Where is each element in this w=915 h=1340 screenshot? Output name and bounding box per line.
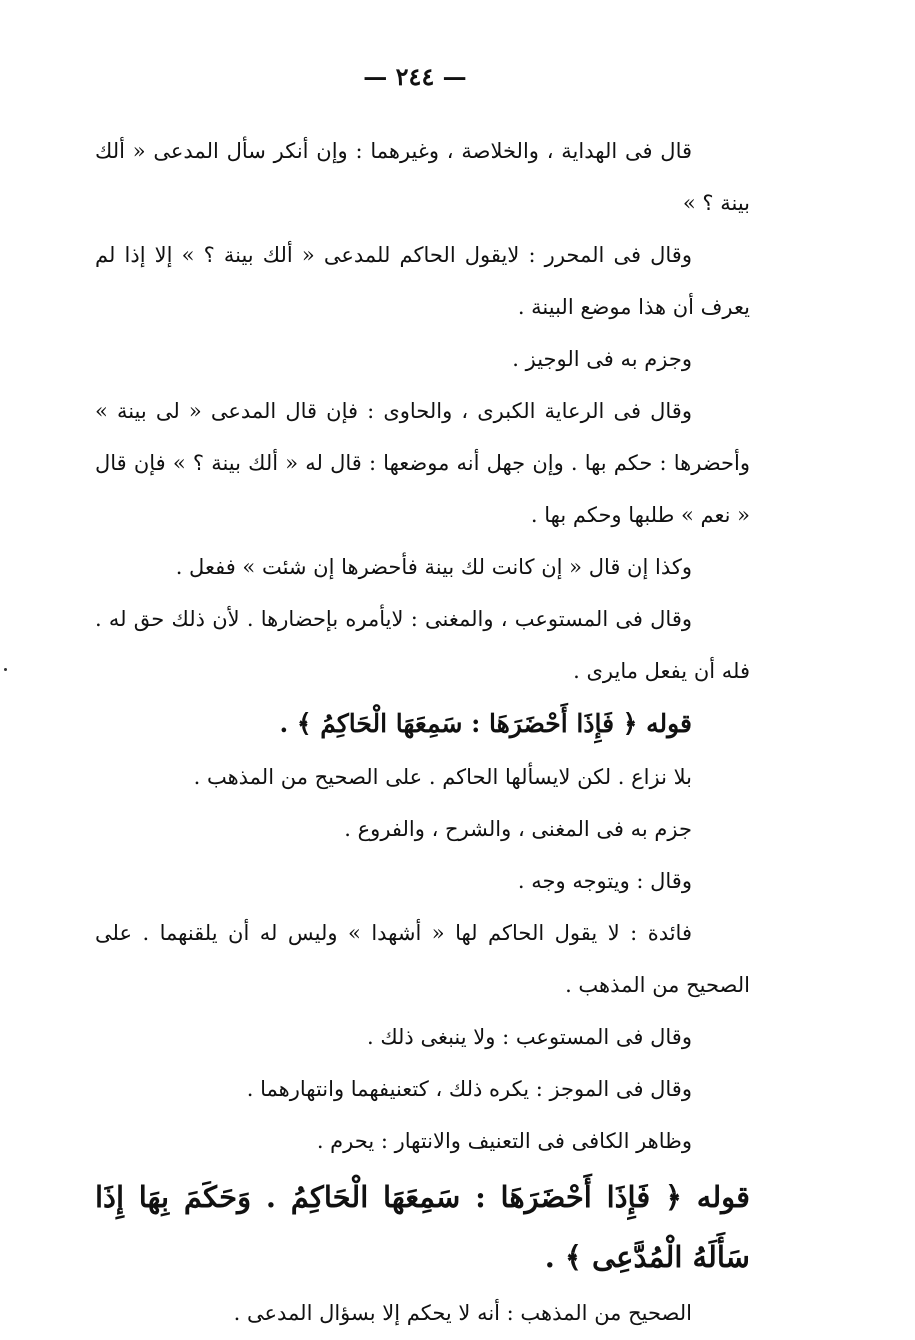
page-number: — ٢٤٤ — (363, 62, 467, 91)
paragraph: وقال فى المستوعب ، والمغنى : لايأمره بإحضارها . لأن ذلك حق له . فله أن يفعل مايرى . (95, 607, 750, 683)
paragraph: وكذا إن قال « إن كانت لك بينة فأحضرها إن شئت » ففعل . (175, 555, 692, 579)
paragraph: وقال فى الرعاية الكبرى ، والحاوى : فإن قال المدعى « لى بينة » وأحضرها : حكم بها . وإن جهل أنه موضعها : قال له « ألك بينة ؟ » فإن قال « نعم » طلبها وحكم بها . (95, 399, 750, 527)
paragraph: وقال : ويتوجه وجه . (517, 869, 692, 893)
paragraph: وجزم به فى الوجيز . (512, 347, 692, 371)
quoted-passage: قوله ﴿ فَإِذَا أَحْضَرَهَا : سَمِعَهَا الْحَاكِمُ . وَحَكَمَ بِهَا إِذَا سَأَلَهُ الْمُدَّعِى ﴾ . (95, 1180, 750, 1274)
note-paragraph: فائدة : لا يقول الحاكم لها « أشهدا » وليس له أن يلقنهما . على الصحيح من المذهب . (95, 921, 750, 997)
body-text (95, 125, 750, 1339)
paragraph: قال فى الهداية ، والخلاصة ، وغيرهما : وإن أنكر سأل المدعى « ألك بينة ؟ » (95, 139, 750, 215)
paragraph: الصحيح من المذهب : أنه لا يحكم إلا بسؤال المدعى . (233, 1301, 692, 1325)
quoted-passage: قوله ﴿ فَإِذَا أَحْضَرَهَا : سَمِعَهَا الْحَاكِمُ ﴾ . (279, 709, 692, 738)
paragraph: وقال فى الموجز : يكره ذلك ، كتعنيفهما وانتهارهما . (246, 1077, 692, 1101)
paragraph: وظاهر الكافى فى التعنيف والانتهار : يحرم . (316, 1129, 692, 1153)
paragraph: وقال فى المستوعب : ولا ينبغى ذلك . (366, 1025, 692, 1049)
margin-speck (4, 668, 7, 671)
paragraph: بلا نزاع . لكن لايسألها الحاكم . على الصحيح من المذهب . (193, 765, 692, 789)
paragraph: جزم به فى المغنى ، والشرح ، والفروع . (344, 817, 692, 841)
paragraph: وقال فى المحرر : لايقول الحاكم للمدعى « ألك بينة ؟ » إلا إذا لم يعرف أن هذا موضع البينة . (95, 243, 750, 319)
